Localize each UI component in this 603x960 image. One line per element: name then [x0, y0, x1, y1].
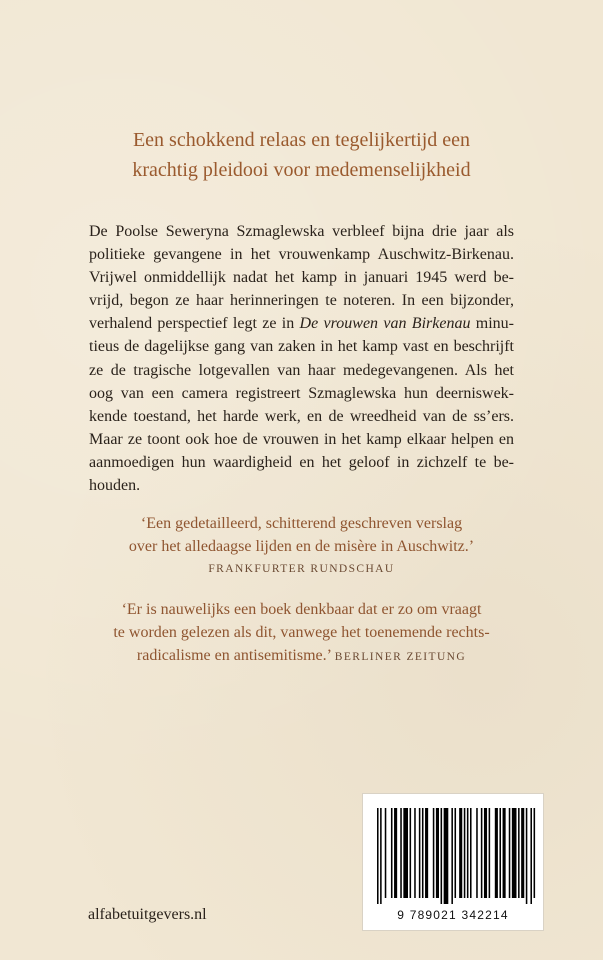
- barcode-bar: [436, 808, 439, 898]
- barcode-bar: [419, 808, 421, 898]
- quote-line: ‘Een gedetailleerd, schitterend geschreven verslag: [140, 515, 463, 532]
- blurb-line: politieke gevangene in het vrouwenkamp Auschwitz-Birkenau.: [89, 246, 514, 264]
- barcode-bar: [495, 808, 498, 898]
- blurb-line: Vrijwel onmiddellijk nadat het kamp in januari 1945 werd be-: [89, 269, 514, 287]
- barcode-bar: [509, 808, 511, 898]
- review-quote-1: [60, 512, 543, 581]
- blurb-line: vrijd, begon ze haar herinneringen te noteren. In een bijzonder,: [89, 292, 514, 310]
- publisher-website: alfabetuitgevers.nl: [88, 906, 207, 923]
- barcode-bar: [464, 808, 466, 898]
- barcode-bar: [521, 808, 524, 898]
- barcode-bar: [444, 808, 449, 904]
- barcode-bar: [534, 808, 536, 898]
- quote-line: [60, 644, 543, 669]
- barcode-bar: [481, 808, 483, 898]
- blurb-line: houden.: [89, 477, 141, 495]
- barcode-bar: [377, 808, 379, 904]
- blurb-line: aanmoedigen hun waardigheid en het geloof in zichzelf te be-: [89, 453, 514, 471]
- barcode-bar: [470, 808, 472, 898]
- barcode-bar: [518, 808, 520, 898]
- blurb-line: Maar ze toont ook hoe de vrouwen in het kamp elkaar helpen en: [89, 430, 514, 448]
- quote-source: BERLINER ZEITUNG: [334, 651, 467, 663]
- barcode-bar: [512, 808, 517, 898]
- isbn-barcode: [362, 793, 544, 931]
- blurb-line: kende toestand, het harde werk, en de wreedheid van de ss’ers.: [89, 407, 514, 425]
- barcode-bar: [425, 808, 428, 898]
- headline-line-2: krachtig pleidooi voor medemenselijkheid: [132, 159, 471, 181]
- blurb-paragraph: [89, 220, 514, 497]
- quote-line: te worden gelezen als dit, vanwege het toenemende rechts-: [113, 624, 490, 641]
- book-title: De vrouwen van Birkenau: [299, 315, 471, 333]
- barcode-bar: [422, 808, 424, 898]
- barcode-bar: [410, 808, 412, 898]
- barcode-bar: [476, 808, 478, 898]
- barcode-bar: [403, 808, 408, 898]
- blurb-line: ze de tragische lotgevallen van haar medegevangenen. Als het: [89, 361, 514, 379]
- barcode-bar: [499, 808, 501, 898]
- cover-headline: [40, 125, 563, 185]
- quote-line: over het alledaagse lijden en de misère in Auschwitz.’: [128, 538, 475, 555]
- blurb-line: oog van een camera registreert Szmaglewska hun deerniswek-: [89, 384, 514, 402]
- barcode-bar: [394, 808, 397, 898]
- blurb-line-end: minu-: [475, 315, 514, 333]
- barcode-bar: [391, 808, 393, 898]
- blurb-line-start: verhalend perspectief legt ze in: [89, 315, 295, 333]
- barcode-bar: [385, 808, 387, 898]
- blurb-line: De Poolse Seweryna Szmaglewska verbleef bijna drie jaar als: [89, 223, 514, 240]
- quote-line-text: radicalisme en antisemitisme.’: [136, 647, 331, 664]
- barcode-bar: [467, 808, 469, 898]
- quote-source: FRANKFURTER RUNDSCHAU: [208, 563, 395, 575]
- barcode-bar: [414, 808, 416, 898]
- barcode-bar: [380, 808, 382, 904]
- barcode-bar: [451, 808, 453, 904]
- barcode-bar: [459, 808, 462, 898]
- barcode-bar: [400, 808, 402, 898]
- blurb-line: tieus de dagelijkse gang van zaken in het kamp vast en beschrijft: [89, 338, 514, 356]
- review-quote-2: [60, 598, 543, 669]
- quote-line: ‘Er is nauwelijks een boek denkbaar dat er zo om vraagt: [121, 601, 482, 618]
- barcode-bar: [433, 808, 435, 898]
- barcode-bar: [455, 808, 457, 898]
- barcode-bar: [489, 808, 491, 898]
- barcode-bar: [484, 808, 487, 898]
- blurb-line: [89, 312, 514, 335]
- isbn-number: 9 789021 342214: [397, 908, 509, 922]
- barcode-bar: [503, 808, 506, 898]
- barcode-bar: [441, 808, 443, 904]
- headline-line-1: Een schokkend relaas en tegelijkertijd een: [132, 129, 471, 151]
- barcode-bar: [530, 808, 532, 904]
- barcode-bar: [526, 808, 528, 904]
